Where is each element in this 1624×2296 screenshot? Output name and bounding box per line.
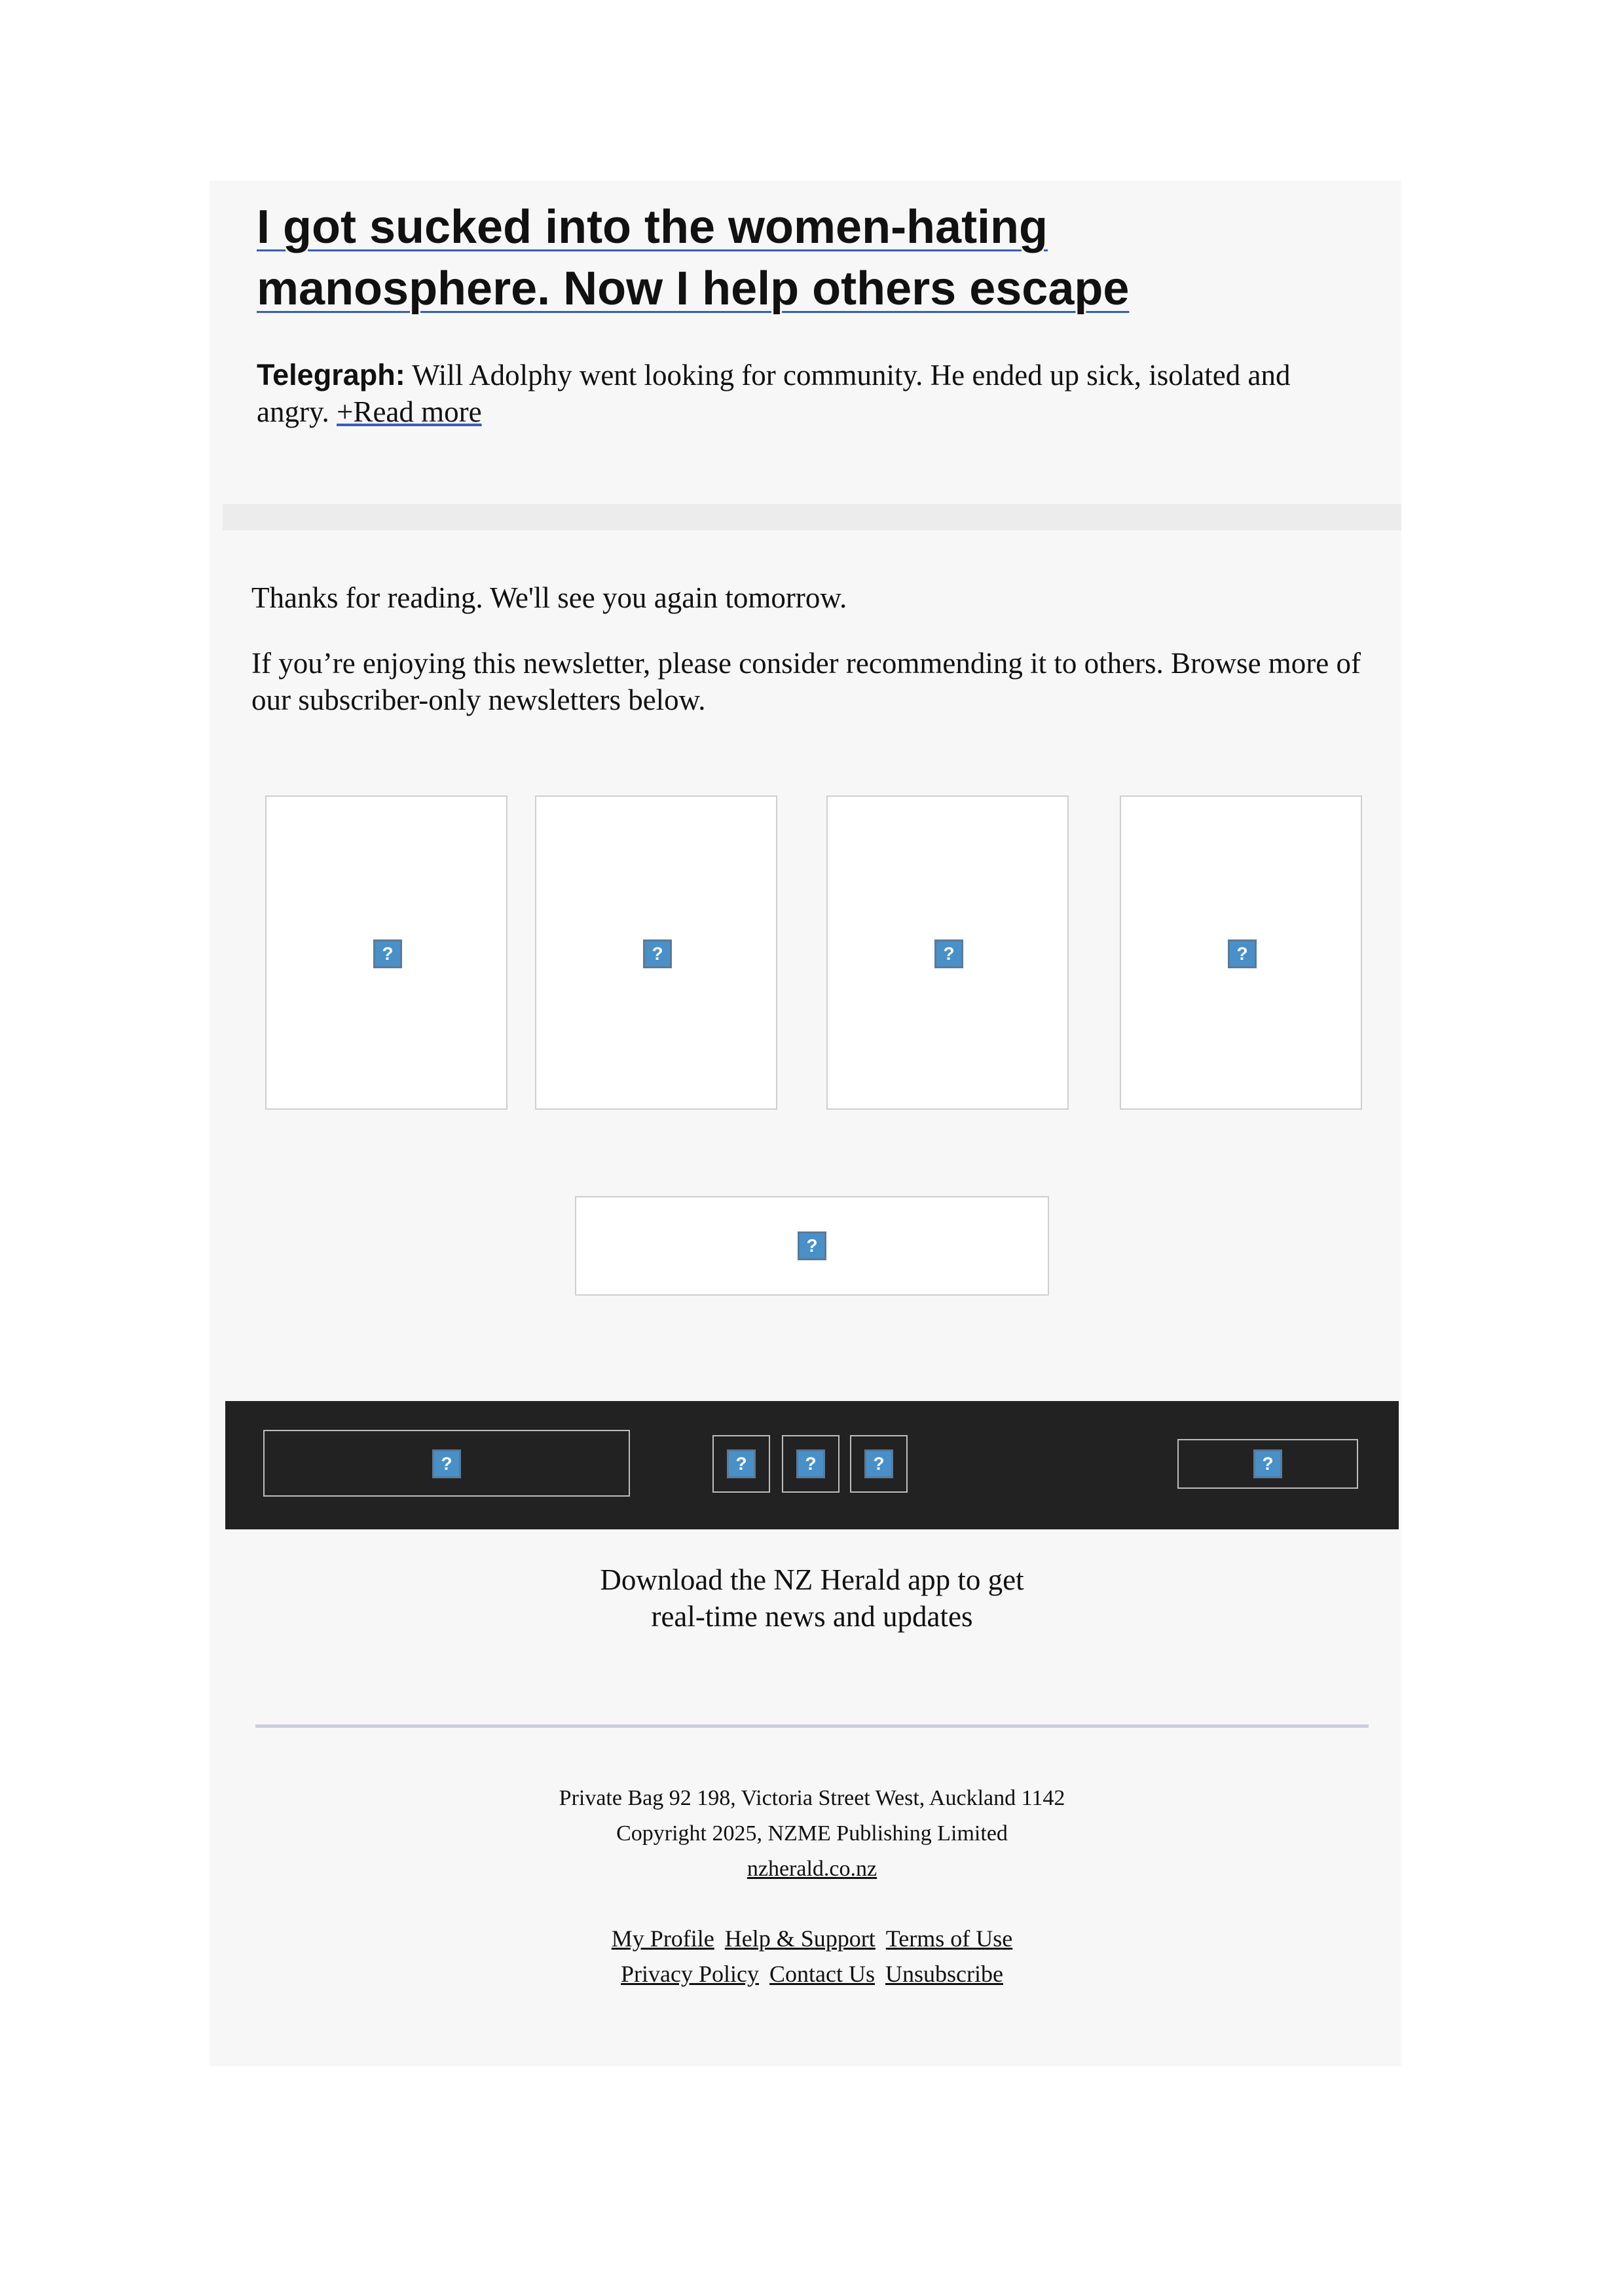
footer-address-block bbox=[225, 1781, 1399, 1887]
app-promo-text bbox=[225, 1561, 1399, 1635]
headline-link[interactable] bbox=[257, 201, 1129, 315]
footer-copyright: Copyright 2025, NZME Publishing Limited bbox=[616, 1821, 1008, 1846]
article-source: Telegraph: bbox=[257, 358, 405, 392]
footer-bar bbox=[225, 1401, 1399, 1529]
broken-image-icon: ? bbox=[864, 1449, 893, 1478]
privacy-policy-link[interactable]: Privacy Policy bbox=[621, 1961, 760, 1987]
app-promo-line-2: real-time news and updates bbox=[651, 1600, 973, 1633]
footer-address: Private Bag 92 198, Victoria Street West, Auckland 1142 bbox=[559, 1786, 1065, 1810]
broken-image-icon: ? bbox=[727, 1449, 756, 1478]
article-summary bbox=[257, 357, 1370, 430]
app-promo-line-1: Download the NZ Herald app to get bbox=[600, 1563, 1024, 1596]
thanks-text: Thanks for reading. We'll see you again tomorrow. bbox=[251, 581, 847, 614]
broken-image-icon: ? bbox=[373, 939, 402, 968]
footer-links bbox=[225, 1921, 1399, 1992]
footer-logo[interactable] bbox=[263, 1430, 630, 1497]
headline-line-2: manosphere. Now I help others escape bbox=[257, 263, 1130, 315]
headline-line-1: I got sucked into the women-hating bbox=[257, 201, 1048, 253]
article-headline[interactable] bbox=[257, 196, 1304, 319]
summary-text: Will Adolphy went looking for community. He ended up sick, isolated and angry. bbox=[257, 359, 1291, 428]
terms-of-use-link[interactable]: Terms of Use bbox=[885, 1925, 1013, 1952]
section-divider bbox=[223, 504, 1401, 530]
newsletter-tile-2[interactable] bbox=[535, 795, 777, 1110]
newsletter-tile-1[interactable] bbox=[265, 795, 507, 1110]
broken-image-icon: ? bbox=[1228, 939, 1257, 968]
browse-newsletters-button[interactable] bbox=[575, 1196, 1049, 1296]
broken-image-icon: ? bbox=[1253, 1449, 1282, 1478]
contact-us-link[interactable]: Contact Us bbox=[769, 1961, 875, 1987]
newsletter-tile-3[interactable] bbox=[826, 795, 1069, 1110]
my-profile-link[interactable]: My Profile bbox=[611, 1925, 714, 1952]
read-more-link[interactable]: +Read more bbox=[337, 395, 482, 428]
broken-image-icon: ? bbox=[934, 939, 963, 968]
broken-image-icon: ? bbox=[798, 1231, 826, 1260]
social-link-2[interactable] bbox=[782, 1435, 840, 1493]
site-link[interactable]: nzherald.co.nz bbox=[747, 1857, 877, 1881]
social-link-1[interactable] bbox=[712, 1435, 770, 1493]
footer-rule bbox=[255, 1724, 1369, 1728]
broken-image-icon: ? bbox=[643, 939, 672, 968]
app-store-badge[interactable] bbox=[1177, 1439, 1358, 1489]
broken-image-icon: ? bbox=[432, 1449, 461, 1478]
unsubscribe-link[interactable]: Unsubscribe bbox=[885, 1961, 1003, 1987]
recommend-text: If you’re enjoying this newsletter, please consider recommending it to others. Browse more of our subscriber-only newsletters below. bbox=[251, 647, 1361, 716]
newsletter-tile-4[interactable] bbox=[1120, 795, 1362, 1110]
social-link-3[interactable] bbox=[850, 1435, 908, 1493]
help-support-link[interactable]: Help & Support bbox=[724, 1925, 876, 1952]
broken-image-icon: ? bbox=[796, 1449, 825, 1478]
